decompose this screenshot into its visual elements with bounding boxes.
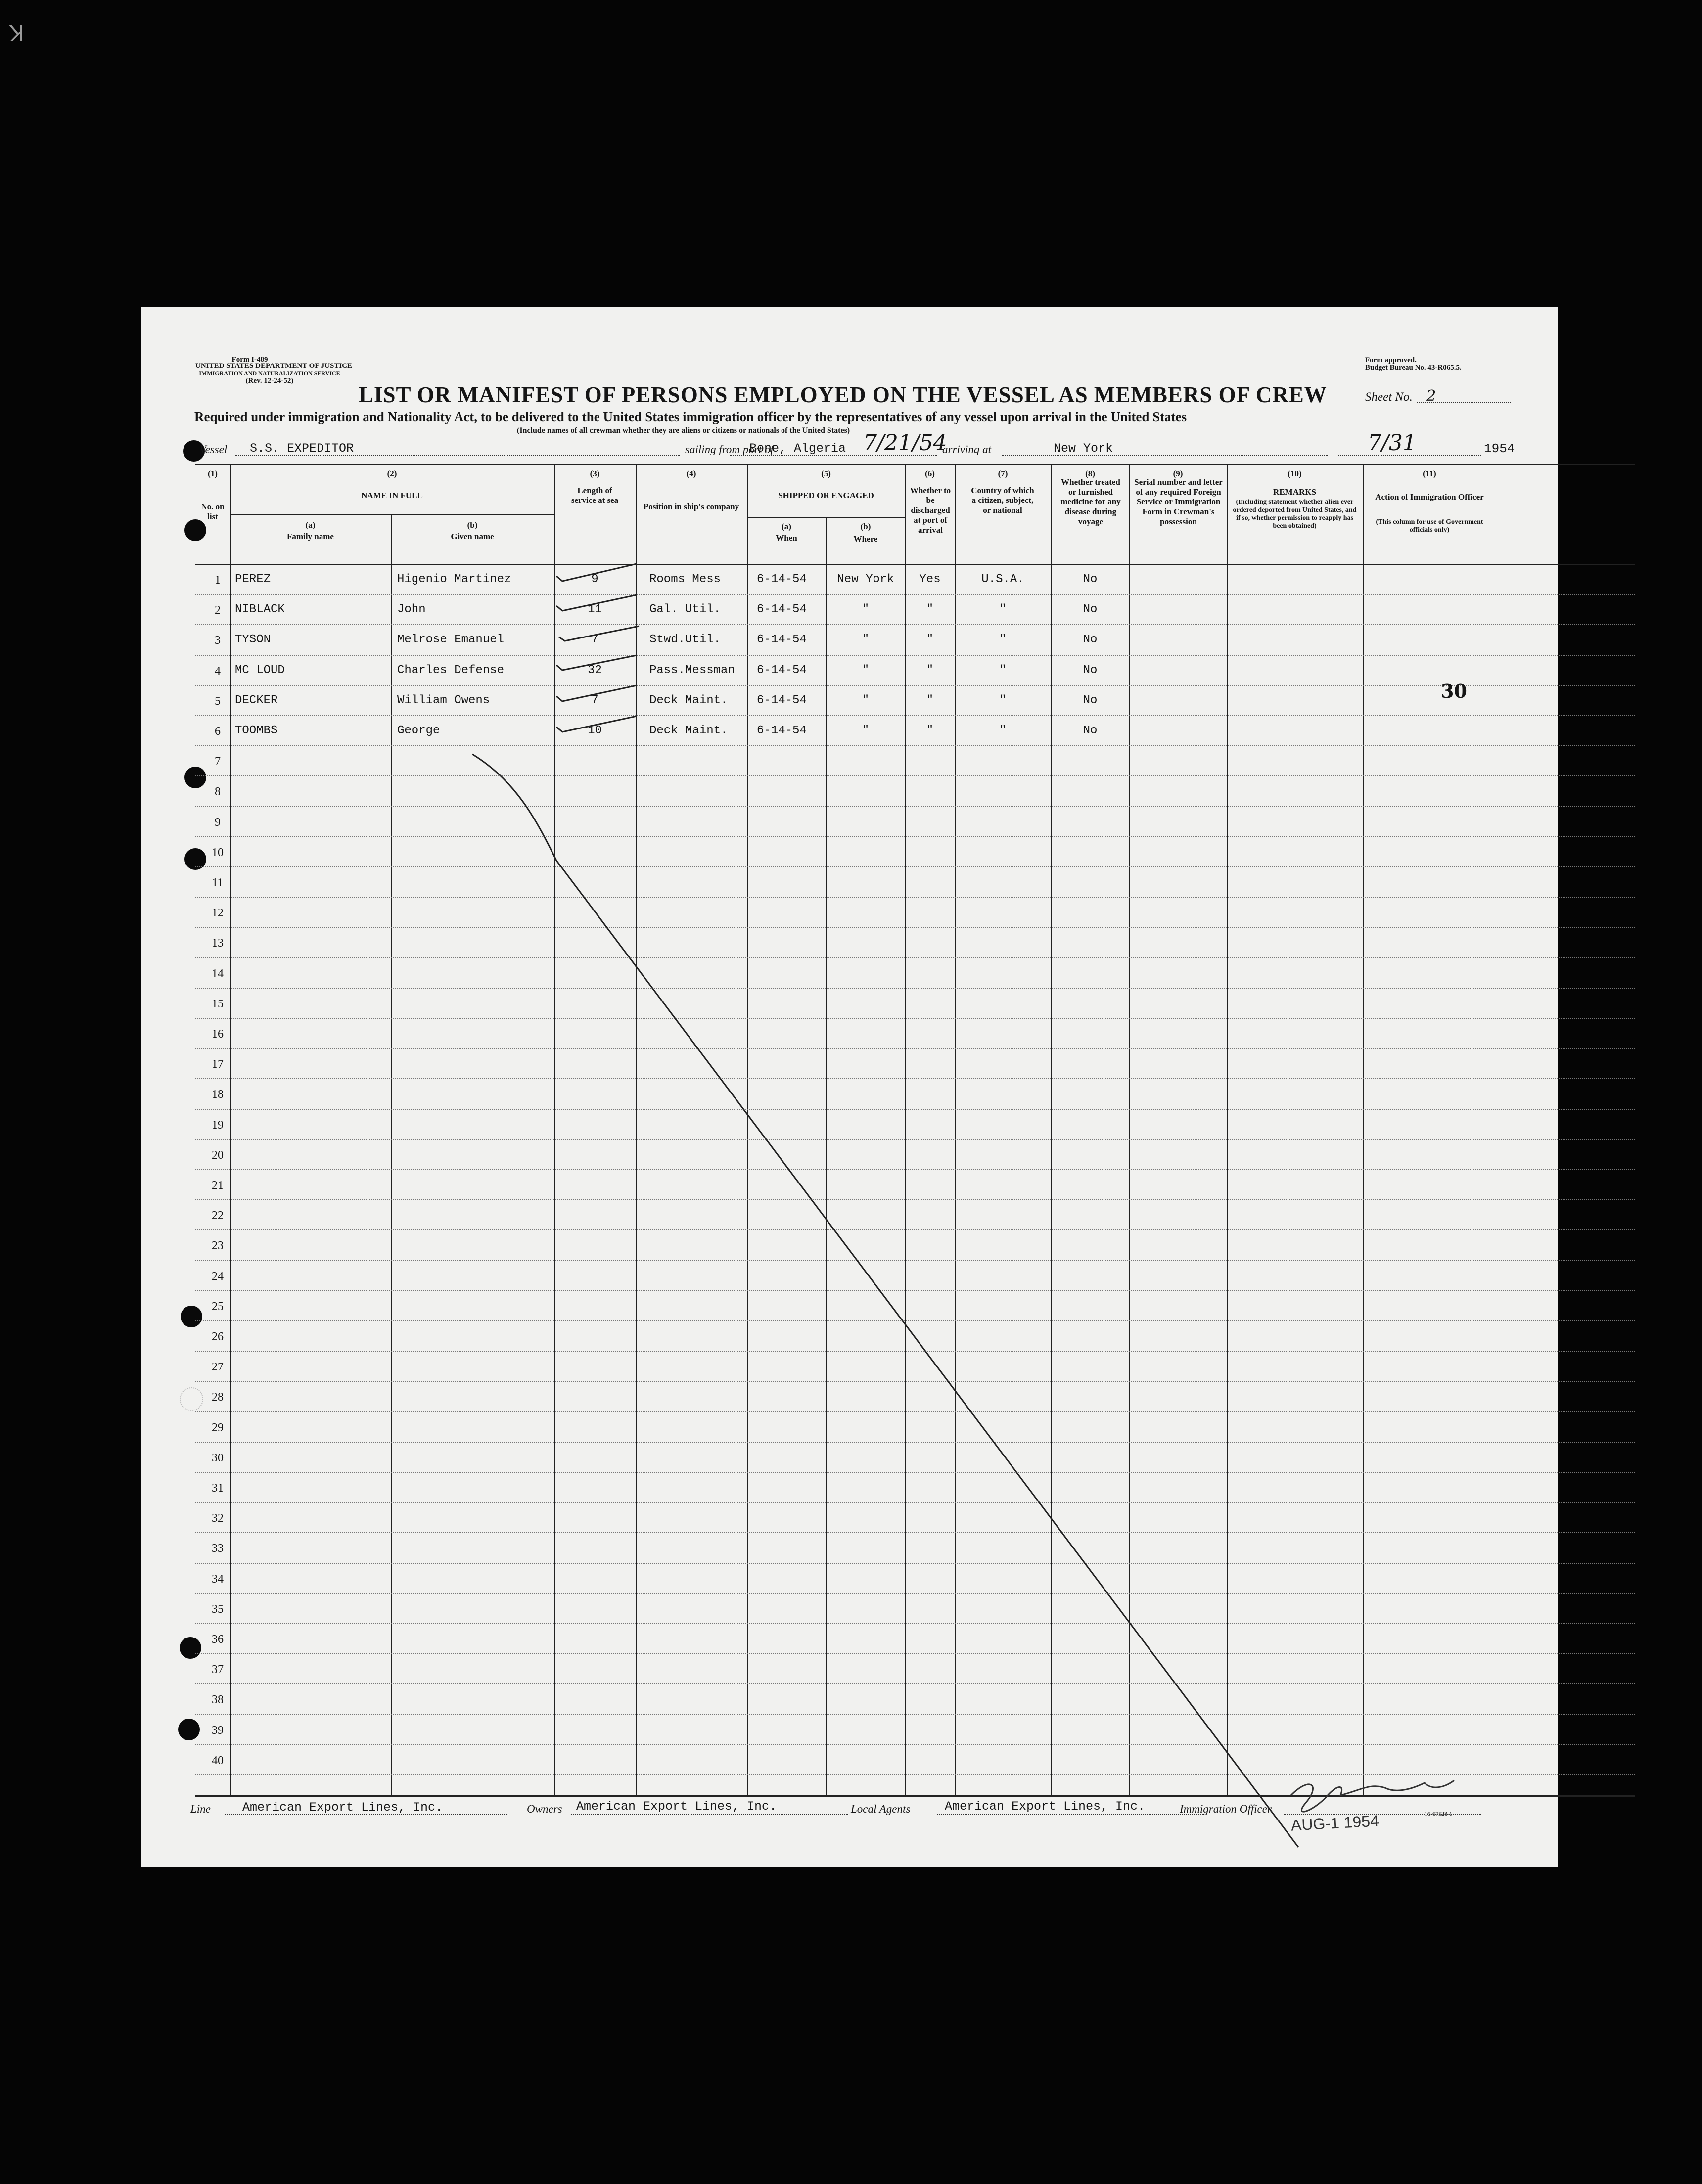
- row-number: 2: [215, 604, 221, 617]
- arriving-port: New York: [1054, 441, 1113, 455]
- table-row: [195, 866, 1635, 867]
- table-row: [195, 715, 1635, 716]
- crew-cell-where: ": [862, 603, 870, 617]
- row-number: 23: [212, 1239, 224, 1253]
- table-row: [195, 1744, 1635, 1745]
- sheet-number-label: Sheet No. 2: [1365, 387, 1436, 405]
- col-head-no: No. on list: [201, 502, 225, 521]
- table-row: [195, 1290, 1635, 1291]
- row-number: 32: [212, 1512, 224, 1525]
- col-head-medicine: Whether treated or furnished medicine for any disease during voyage: [1060, 477, 1121, 526]
- table-row: [195, 1714, 1635, 1715]
- table-top-rule: [195, 464, 1635, 465]
- table-row: [195, 594, 1635, 595]
- crew-cell-where: New York: [837, 573, 894, 586]
- row-number: 18: [212, 1088, 224, 1101]
- col-num: (10): [1288, 469, 1302, 478]
- col-num: (3): [590, 469, 600, 478]
- row-number: 12: [212, 907, 224, 920]
- col-head-family: Family name: [287, 532, 334, 541]
- agents-value: American Export Lines, Inc.: [945, 1799, 1146, 1814]
- page-subtitle: Required under immigration and Nationality Act, to be delivered to the United States immigration officer by the representatives of any vessel upon arrival in the United States: [194, 410, 1187, 424]
- row-number: 26: [212, 1330, 224, 1343]
- owners-label: Owners: [527, 1803, 562, 1815]
- col-num: (7): [998, 469, 1008, 478]
- date-stamp: AUG-1 1954: [1290, 1812, 1380, 1834]
- row-number: 19: [212, 1118, 224, 1132]
- col-head-where-sub: (b): [860, 522, 871, 531]
- crew-cell-family: TOOMBS: [235, 724, 278, 737]
- table-row: [195, 1018, 1635, 1019]
- table-row: [195, 897, 1635, 898]
- row-number: 16: [212, 1028, 224, 1041]
- crew-cell-medicine: No: [1083, 603, 1098, 617]
- table-row: [195, 1381, 1635, 1382]
- crew-cell-given: George: [397, 724, 440, 737]
- table-row: [195, 927, 1635, 928]
- col-head-action: Action of Immigration Officer: [1375, 492, 1484, 501]
- table-row: [195, 1563, 1635, 1564]
- crew-cell-position: Rooms Mess: [649, 573, 721, 586]
- crew-cell-when: 6-14-54: [757, 663, 807, 677]
- table-row: [195, 957, 1635, 958]
- table-row: [195, 1442, 1635, 1443]
- table-row: [195, 1169, 1635, 1170]
- header-bottom-rule: [195, 564, 1635, 565]
- crew-cell-medicine: No: [1083, 693, 1098, 707]
- crew-cell-length: 32: [588, 663, 602, 677]
- crew-cell-given: William Owens: [397, 693, 490, 707]
- crew-cell-when: 6-14-54: [757, 724, 807, 737]
- crew-cell-given: Higenio Martinez: [397, 573, 511, 586]
- vessel-name: S.S. EXPEDITOR: [250, 441, 354, 455]
- row-number: 1: [215, 574, 221, 587]
- page-title: LIST OR MANIFEST OF PERSONS EMPLOYED ON THE VESSEL AS MEMBERS OF CREW: [359, 382, 1327, 407]
- crew-cell-length: 7: [591, 633, 598, 647]
- row-number: 28: [212, 1391, 224, 1404]
- table-row: [195, 1109, 1635, 1110]
- table-row: [195, 1623, 1635, 1624]
- row-number: 3: [215, 634, 221, 647]
- crew-cell-discharged: ": [926, 633, 934, 647]
- col-head-given: Given name: [451, 532, 494, 541]
- crew-cell-medicine: No: [1083, 663, 1098, 677]
- table-row: [195, 1653, 1635, 1654]
- col-num: (4): [686, 469, 696, 478]
- crew-cell-country: ": [999, 724, 1007, 737]
- crew-cell-given: John: [397, 603, 426, 617]
- table-row: [195, 1774, 1635, 1775]
- crew-cell-position: Deck Maint.: [649, 693, 728, 707]
- arrival-year: 1954: [1484, 441, 1515, 456]
- crew-cell-discharged: ": [926, 693, 934, 707]
- row-number: 5: [215, 694, 221, 708]
- sailing-date: 7/21/54: [863, 430, 947, 455]
- row-number: 30: [212, 1451, 224, 1464]
- crew-cell-medicine: No: [1083, 573, 1098, 586]
- sailing-label: sailing from port of: [685, 443, 774, 455]
- table-row: [195, 1532, 1635, 1533]
- col-head-where: Where: [853, 534, 878, 544]
- row-number: 40: [212, 1754, 224, 1767]
- form-approved: Form approved.: [1365, 356, 1417, 364]
- table-row: [195, 1320, 1635, 1321]
- col-num: (11): [1423, 469, 1436, 478]
- row-number: 15: [212, 997, 224, 1010]
- budget-bureau: Budget Bureau No. 43-R065.5.: [1365, 364, 1462, 372]
- arriving-label: arriving at: [942, 443, 992, 455]
- table-row: [195, 624, 1635, 625]
- crew-cell-family: NIBLACK: [235, 603, 285, 617]
- col-head-position: Position in ship's company: [643, 502, 739, 511]
- col-head-when: When: [776, 533, 797, 543]
- crew-cell-given: Melrose Emanuel: [397, 633, 505, 647]
- line-value: American Export Lines, Inc.: [242, 1800, 443, 1815]
- service: IMMIGRATION AND NATURALIZATION SERVICE: [199, 370, 340, 377]
- department-block: [195, 362, 353, 385]
- row-number: 10: [212, 846, 224, 859]
- crew-cell-family: MC LOUD: [235, 663, 285, 677]
- crew-cell-where: ": [862, 724, 870, 737]
- crew-cell-discharged: ": [926, 663, 934, 677]
- crew-cell-length: 7: [591, 693, 598, 707]
- crew-cell-family: DECKER: [235, 693, 278, 707]
- officer-label: Immigration Officer: [1180, 1803, 1272, 1815]
- table-row: [195, 1593, 1635, 1594]
- row-number: 14: [212, 967, 224, 980]
- page-subtitle-note: (Include names of all crewman whether they are aliens or citizens or nationals of the United States): [517, 426, 850, 435]
- crew-cell-family: PEREZ: [235, 573, 271, 586]
- agents-label: Local Agents: [851, 1803, 911, 1815]
- crew-cell-when: 6-14-54: [757, 633, 807, 647]
- col-head-remarks-note: (Including statement whether alien ever ordered deported from United States, and if so, whether permission to reapply has been obtained): [1233, 499, 1357, 530]
- row-number: 21: [212, 1179, 224, 1192]
- department: UNITED STATES DEPARTMENT OF JUSTICE: [195, 362, 353, 370]
- crew-cell-medicine: No: [1083, 724, 1098, 737]
- punch-hole: [184, 519, 206, 541]
- row-number: 25: [212, 1300, 224, 1313]
- table-row: [195, 1199, 1635, 1200]
- row-number: 6: [215, 725, 221, 738]
- col-head-action-note: (This column for use of Government officials only): [1376, 518, 1483, 534]
- crew-cell-discharged: Yes: [919, 573, 941, 586]
- line-label: Line: [190, 1803, 211, 1815]
- table-row: [195, 1351, 1635, 1352]
- table-bottom-rule: [195, 1795, 1635, 1797]
- table-row: [195, 775, 1635, 776]
- row-number: 7: [215, 755, 221, 769]
- row-number: 24: [212, 1270, 224, 1283]
- table-row: [195, 1472, 1635, 1473]
- manifest-sheet: [141, 307, 1558, 1867]
- col-num: (5): [821, 469, 831, 478]
- row-number: 17: [212, 1058, 224, 1071]
- col-head-family-sub: (a): [305, 520, 316, 530]
- table-row: [195, 1048, 1635, 1049]
- punch-hole: [184, 767, 206, 788]
- col-head-given-sub: (b): [467, 520, 478, 530]
- col-num: (8): [1085, 469, 1095, 478]
- row-number: 4: [215, 664, 221, 678]
- col-num: (6): [925, 469, 935, 478]
- table-row: [195, 1078, 1635, 1079]
- row-number: 27: [212, 1361, 224, 1374]
- col-head-shipped: SHIPPED OR ENGAGED: [778, 491, 874, 500]
- crew-cell-discharged: ": [926, 724, 934, 737]
- crew-cell-length: 10: [588, 724, 602, 737]
- form-number: Form I-489: [231, 356, 268, 364]
- col-num: (1): [208, 469, 218, 478]
- crew-cell-country: U.S.A.: [981, 573, 1024, 586]
- crew-cell-country: ": [999, 633, 1007, 647]
- row-number: 34: [212, 1572, 224, 1586]
- vessel-label: Vessel: [199, 443, 228, 455]
- row-number: 9: [215, 816, 221, 829]
- crew-cell-position: Pass.Messman: [649, 663, 735, 677]
- col-head-when-sub: (a): [782, 522, 791, 531]
- crew-cell-where: ": [862, 633, 870, 647]
- crew-cell-length: 11: [588, 603, 602, 617]
- crew-cell-position: Gal. Util.: [649, 603, 721, 617]
- row-number: 38: [212, 1693, 224, 1707]
- revision: (Rev. 12-24-52): [245, 377, 294, 385]
- crew-cell-position: Deck Maint.: [649, 724, 728, 737]
- table-row: [195, 806, 1635, 807]
- crew-cell-position: Stwd.Util.: [649, 633, 721, 647]
- crew-cell-when: 6-14-54: [757, 603, 807, 617]
- crew-cell-when: 6-14-54: [757, 573, 807, 586]
- table-row: [195, 1229, 1635, 1230]
- row-number: 39: [212, 1724, 224, 1737]
- table-row: [195, 685, 1635, 686]
- col-num: (9): [1173, 469, 1183, 478]
- crew-cell-given: Charles Defense: [397, 663, 505, 677]
- table-row: [195, 1260, 1635, 1261]
- table-row: [195, 836, 1635, 837]
- table-row: [195, 1502, 1635, 1503]
- table-row: [195, 1139, 1635, 1140]
- crew-cell-where: ": [862, 693, 870, 707]
- sheet-number: 2: [1426, 387, 1436, 405]
- crew-cell-length: 9: [591, 573, 598, 586]
- col-num: (2): [387, 469, 397, 478]
- table-row: [195, 655, 1635, 656]
- crew-cell-country: ": [999, 603, 1007, 617]
- crew-cell-when: 6-14-54: [757, 693, 807, 707]
- row-number: 37: [212, 1663, 224, 1677]
- arrival-date: 7/31: [1368, 430, 1417, 455]
- col-head-remarks: REMARKS: [1273, 487, 1316, 497]
- table-row: [195, 745, 1635, 746]
- crew-cell-country: ": [999, 693, 1007, 707]
- approval-block: [1365, 356, 1462, 372]
- page-mark: K: [9, 20, 24, 46]
- crew-cell-country: ": [999, 663, 1007, 677]
- table-row: [195, 988, 1635, 989]
- row-number: 20: [212, 1148, 224, 1162]
- row-number: 22: [212, 1209, 224, 1223]
- owners-value: American Export Lines, Inc.: [576, 1799, 777, 1814]
- row-number: 35: [212, 1602, 224, 1616]
- crew-cell-family: TYSON: [235, 633, 271, 647]
- crew-cell-where: ": [862, 663, 870, 677]
- row-number: 29: [212, 1421, 224, 1434]
- col-head-length: Length of service at sea: [571, 486, 619, 505]
- crew-cell-medicine: No: [1083, 633, 1098, 647]
- row-number: 36: [212, 1633, 224, 1646]
- row-number: 13: [212, 937, 224, 950]
- row-number: 31: [212, 1482, 224, 1495]
- row-number: 8: [215, 785, 221, 799]
- crew-cell-discharged: ": [926, 603, 934, 617]
- col-head-name: NAME IN FULL: [361, 491, 423, 500]
- table-row: [195, 1411, 1635, 1412]
- row-number: 33: [212, 1542, 224, 1555]
- row-number: 11: [212, 876, 224, 889]
- sailing-port: Bone, Algeria: [749, 441, 846, 455]
- col-head-serial: Serial number and letter of any required Foreign Service or Immigration Form in Crewman's possession: [1134, 477, 1223, 526]
- annotation-30: 30: [1441, 680, 1467, 702]
- col-head-discharged: Whether to be discharged at port of arrival: [910, 486, 951, 535]
- print-code: 16-67528-1: [1425, 1810, 1452, 1817]
- col-head-country: Country of which a citizen, subject, or national: [971, 486, 1034, 515]
